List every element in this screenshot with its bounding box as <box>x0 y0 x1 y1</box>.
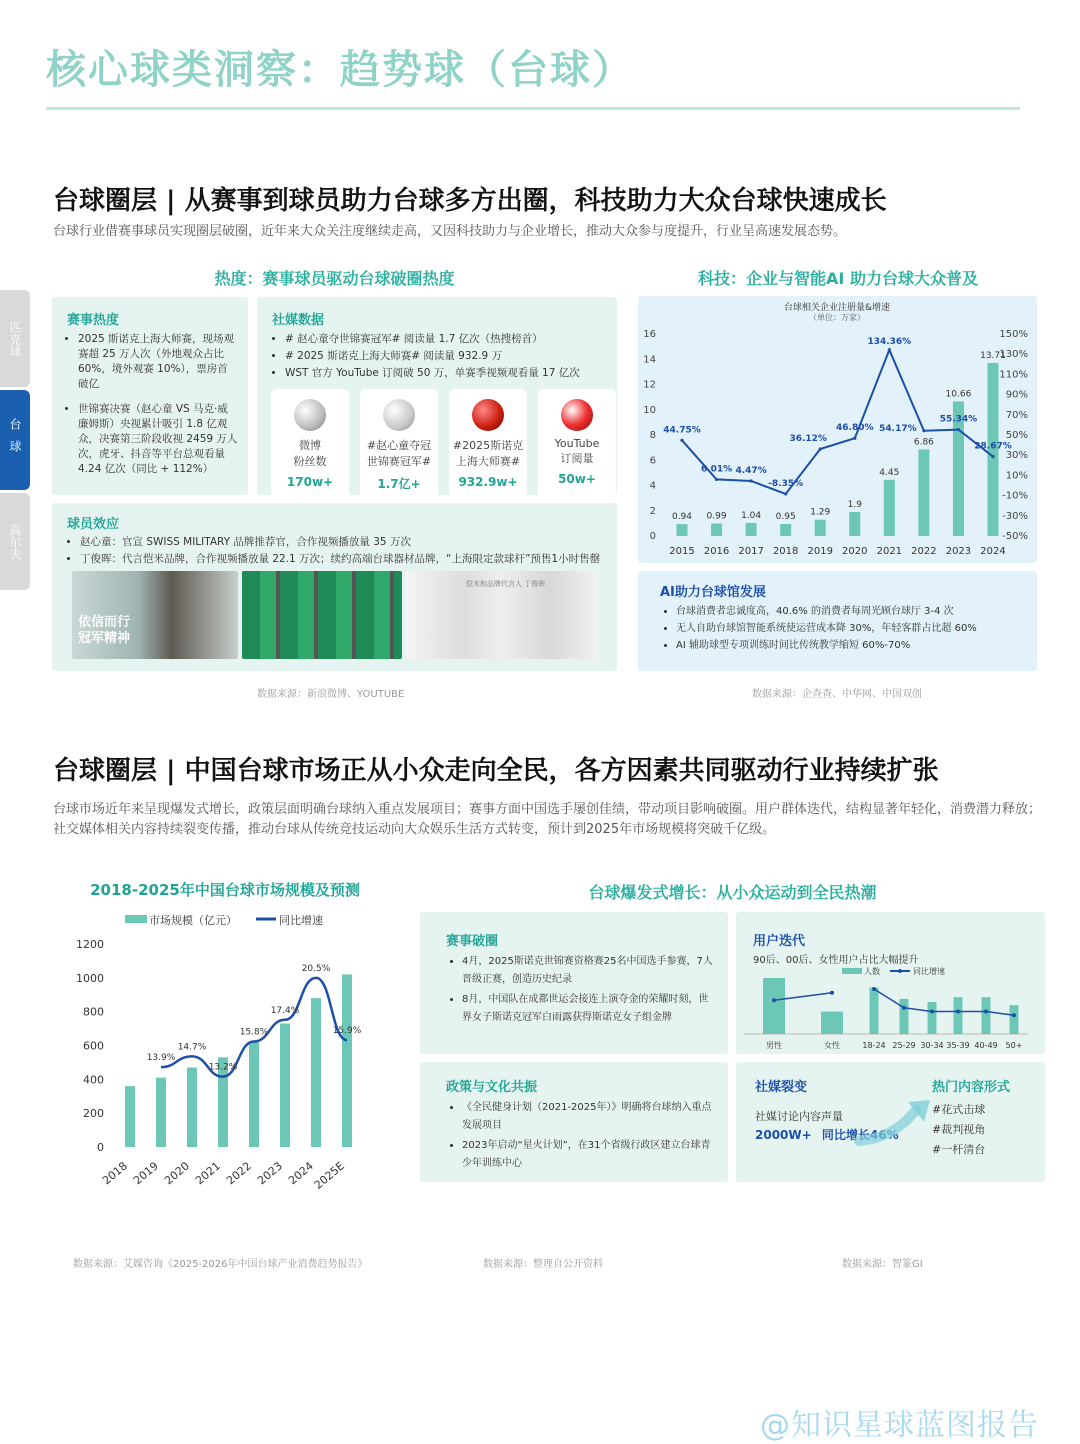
x-tick-label: 2015 <box>669 546 695 557</box>
billiard-ball-icon <box>294 399 326 431</box>
y2-tick-label: 90% <box>1005 389 1028 401</box>
social-fission-growth: 同比增长46% <box>821 1128 899 1142</box>
line-point <box>922 429 925 432</box>
bar-value-label: 1.29 <box>810 507 831 518</box>
y-tick-label: 10 <box>643 404 656 416</box>
line-point <box>750 479 753 482</box>
chart-title: 台球相关企业注册量&增速 <box>783 303 891 313</box>
y2-tick-label: -50% <box>1002 531 1028 542</box>
user-iteration-subtitle: 90后、00后、女性用户占比大幅提升 <box>753 955 919 966</box>
y-tick-label: 14 <box>643 354 656 366</box>
x-tick-label: 2024 <box>286 1159 316 1188</box>
legend-bar-swatch <box>125 915 147 923</box>
social-cards <box>271 389 617 499</box>
bar-value-label: 4.45 <box>879 467 900 478</box>
heat-section-title: 热度：赛事球员驱动台球破圈热度 <box>214 269 455 288</box>
bar <box>156 1078 166 1147</box>
chart-subtitle: （单位：万家） <box>809 313 865 322</box>
bar <box>815 520 826 536</box>
x-tick-label: 40-49 <box>974 1041 998 1050</box>
policy-panel <box>420 1062 728 1182</box>
x-tick-label: 18-24 <box>862 1041 886 1050</box>
x-tick-label: 2018 <box>772 546 799 557</box>
line-point <box>888 348 891 351</box>
source-note: 数据来源：智篆GI <box>842 1259 923 1270</box>
growth-section-title: 台球爆发式增长：从小众运动到全民热潮 <box>588 883 877 902</box>
market-chart-container <box>60 878 420 1198</box>
x-tick-label: 35-39 <box>946 1041 970 1050</box>
social-card-value: 1.7亿+ <box>377 477 421 491</box>
social-card-label: #2025斯诺克 上海大师赛# <box>452 439 524 468</box>
list-item: • 世锦赛决赛（赵心童 VS 马克·威廉姆斯）央视累计吸引 1.8 亿观众，决赛第三阶段收视 2459 万人次，虎牙、抖音等平台总观看量 4.24 亿次（同比 + 112%） <box>78 402 238 477</box>
x-tick-label: 男性 <box>766 1041 782 1050</box>
y2-tick-label: 150% <box>999 329 1028 340</box>
bar <box>870 988 879 1034</box>
line-value-label: 134.36% <box>867 336 912 347</box>
bar <box>187 1067 197 1147</box>
event-heat-title: 赛事热度 <box>67 313 120 328</box>
x-tick-label: 2023 <box>945 546 972 557</box>
side-tab-label: 高尔夫 <box>8 523 22 560</box>
ai-panel-list <box>664 604 1037 653</box>
social-card-value: 932.9w+ <box>458 475 518 489</box>
player-effect-list <box>68 535 617 567</box>
line-point <box>853 437 856 440</box>
line-point <box>984 1010 988 1014</box>
line-value-label: 44.75% <box>663 425 701 436</box>
bar <box>763 978 785 1034</box>
y-tick-label: 16 <box>643 329 656 340</box>
x-tick-label: 2022 <box>224 1159 254 1188</box>
list-item: • 2025 斯诺克上海大师赛，现场观赛超 25 万人次（外地观众占比 60%，境外观赛 10%），票房首破亿 <box>78 332 238 392</box>
list-item: • # 赵心童夺世锦赛冠军# 阅读量 1.7 亿次（热搜榜首） <box>285 332 617 347</box>
section2-heading: 台球圈层 | 中国台球市场正从小众走向全民，各方因素共同驱动行业持续扩张 <box>53 756 939 786</box>
x-tick-label: 30-34 <box>920 1041 944 1050</box>
player-effect-panel <box>52 503 617 671</box>
x-tick-label: 2020 <box>842 546 868 557</box>
list-item: #裁判视角 <box>932 1123 986 1136</box>
y2-tick-label: 70% <box>1005 409 1028 421</box>
y-tick-label: 1200 <box>76 938 104 951</box>
x-tick-label: 25-29 <box>892 1041 916 1050</box>
list-item: • 2023年启动“星火计划”，在31个省级行政区建立台球青少年训练中心 <box>462 1137 716 1173</box>
line-value-label: 46.80% <box>836 423 874 434</box>
line-value-label: 20.5% <box>301 963 331 974</box>
line-point <box>784 492 787 495</box>
legend-label: 人数 <box>864 967 880 976</box>
y-tick-label: 800 <box>83 1005 104 1019</box>
y-tick-label: 4 <box>649 480 656 492</box>
growth-arrow-icon <box>854 1096 934 1146</box>
bar <box>342 974 352 1147</box>
x-tick-label: 2024 <box>980 546 1006 557</box>
bar-value-label: 0.99 <box>706 511 727 522</box>
y-tick-label: 0 <box>97 1141 104 1154</box>
registration-chart-panel <box>638 296 1037 563</box>
bar <box>900 999 909 1034</box>
bar <box>311 998 321 1147</box>
list-item: • 台球消费者忠诚度高，40.6% 的消费者每周光顾台球厅 3-4 次 <box>676 604 1037 619</box>
y2-tick-label: 50% <box>1005 430 1028 441</box>
bar-value-label: 6.86 <box>913 437 934 448</box>
social-card <box>538 389 616 499</box>
line-value-label: 15.9% <box>332 1026 362 1037</box>
ai-panel <box>638 571 1037 671</box>
bar <box>884 480 895 536</box>
social-data-title: 社媒数据 <box>272 313 325 328</box>
bar <box>1010 1005 1019 1034</box>
line-value-label: 28.67% <box>974 441 1012 452</box>
bar-value-label: 0.94 <box>671 512 693 523</box>
bar <box>928 1002 937 1034</box>
bar <box>780 524 791 536</box>
line-value-label: 17.4% <box>270 1005 300 1016</box>
social-card-value: 170w+ <box>286 475 334 489</box>
section1-heading: 台球圈层 | 从赛事到球员助力台球多方出圈，科技助力大众台球快速成长 <box>53 186 887 216</box>
bar <box>280 1024 290 1147</box>
x-tick-label: 2025E <box>311 1159 347 1192</box>
list-item: • 《全民健身计划（2021-2025年）》明确将台球纳入重点发展项目 <box>462 1099 716 1135</box>
list-item: • AI 辅助球型专项训练时间比传统教学缩短 60%-70% <box>676 638 1037 653</box>
line-point <box>956 1010 960 1014</box>
line-value-label: 13.2% <box>208 1062 238 1073</box>
y2-tick-label: 30% <box>1005 450 1028 462</box>
player-photo <box>72 571 238 659</box>
bar <box>849 512 860 536</box>
social-card <box>449 389 527 499</box>
list-item: #一杆清台 <box>932 1143 986 1156</box>
billiard-ball-icon <box>383 399 415 431</box>
bar-value-label: 13.71 <box>980 350 1006 361</box>
list-item: • 赵心童：官宣 SWISS MILITARY 品牌推荐官，合作视频播放量 35 万次 <box>80 535 617 550</box>
photo-caption: 恺米和品牌代言人 丁俊晖 <box>466 580 546 588</box>
social-fission-label: 社媒讨论内容声量 <box>755 1110 843 1123</box>
list-item: • 4月，2025斯诺克世锦赛资格赛25名中国选手参赛，7人晋级正赛，创造历史纪录 <box>462 953 716 989</box>
user-iteration-panel <box>736 912 1045 1054</box>
list-item: • # 2025 斯诺克上海大师赛# 阅读量 932.9 万 <box>285 349 617 364</box>
y-tick-label: 600 <box>83 1039 104 1053</box>
line-point <box>1012 1013 1016 1017</box>
bar <box>918 449 929 536</box>
section1-desc: 台球行业借赛事球员实现圈层破圈，近年来大众关注度继续走高，又因科技助力与企业增长，推动大众参与度提升，行业呈高速发展态势。 <box>53 224 847 239</box>
player-photos <box>72 571 617 659</box>
legend-label: 同比增速 <box>913 967 945 976</box>
legend-label: 市场规模（亿元） <box>149 914 237 927</box>
line-value-label: 6.01% <box>700 464 733 475</box>
list-item: • 丁俊晖：代言恺米品牌，合作视频播放量 22.1 万次；续约高端台球器材品牌，“上海限定款球杆”预售1小时售罄 <box>80 552 617 567</box>
y2-tick-label: 10% <box>1005 470 1028 482</box>
side-tab-label: 匹克球 <box>8 320 22 357</box>
source-note: 数据来源：艾媒咨询《2025-2026年中国台球产业消费趋势报告》 <box>73 1259 368 1270</box>
product-photo <box>242 571 402 659</box>
y-tick-label: 12 <box>643 379 656 391</box>
user-iteration-chart <box>736 962 1045 1052</box>
market-size-chart <box>60 878 420 1198</box>
y-tick-label: 200 <box>83 1107 104 1121</box>
line-point <box>902 1006 906 1010</box>
source-note: 数据来源：整理自公开资料 <box>483 1259 603 1270</box>
section2-desc: 台球市场近年来呈现爆发式增长，政策层面明确台球纳入重点发展项目；赛事方面中国选手屡创佳绩，带动项目影响破圈。用户群体迭代，结构显著年轻化，消费潜力释放；社交媒体相关内容持续裂变传播，推动台球从传统竞技运动向大众娱乐生活方式转变，预计到2025年市场规模将突破千亿级。 <box>53 802 1042 837</box>
bar <box>821 1012 843 1034</box>
social-card-label: YouTube 订阅量 <box>554 437 600 465</box>
tech-section-title: 科技：企业与智能AI 助力台球大众普及 <box>698 269 978 288</box>
social-fission-title: 社媒裂变 <box>755 1080 808 1095</box>
bar <box>711 524 722 536</box>
y-tick-label: 1000 <box>76 971 104 985</box>
x-tick-label: 女性 <box>824 1041 840 1050</box>
line-point <box>715 478 718 481</box>
bar <box>746 523 757 536</box>
line-value-label: -8.35% <box>768 478 804 489</box>
event-break-panel <box>420 912 728 1054</box>
x-tick-label: 2020 <box>162 1159 192 1188</box>
hot-content-list <box>932 1100 985 1160</box>
watermark: @知识星球蓝图报告 <box>760 1408 1039 1443</box>
bar-value-label: 1.9 <box>847 500 862 511</box>
x-tick-label: 50+ <box>1005 1041 1023 1050</box>
billiard-ball-icon <box>472 399 504 431</box>
y-tick-label: 0 <box>649 531 656 542</box>
list-item: • 无人自助台球馆智能系统使运营成本降 30%，年轻客群占比超 60% <box>676 621 1037 636</box>
social-fission-panel <box>736 1062 1045 1182</box>
legend-label: 同比增速 <box>279 914 323 927</box>
line-point <box>830 991 834 995</box>
social-card <box>360 389 438 499</box>
legend-line-point <box>898 969 902 973</box>
y-tick-label: 8 <box>649 430 656 441</box>
side-tab-label: 台球 <box>8 418 22 462</box>
line-value-label: 14.7% <box>177 1042 207 1053</box>
line-value-label: 4.47% <box>735 465 767 476</box>
line-point <box>957 428 960 431</box>
y2-tick-label: 130% <box>999 349 1028 361</box>
social-data-panel <box>257 297 617 495</box>
social-card-label: #赵心童夺冠 世锦赛冠军# <box>366 439 432 468</box>
social-card-label: 微博 粉丝数 <box>293 439 327 468</box>
social-card <box>271 389 349 499</box>
x-tick-label: 2018 <box>100 1159 130 1188</box>
line-point <box>819 447 822 450</box>
y-tick-label: 400 <box>83 1073 104 1087</box>
x-tick-label: 2017 <box>738 546 764 557</box>
side-tab-billiards[interactable] <box>0 390 30 490</box>
photo-caption: 依信而行 冠军精神 <box>78 615 131 646</box>
line-value-label: 13.9% <box>146 1053 176 1064</box>
side-tab-pickleball[interactable] <box>0 290 30 387</box>
list-item: • 8月，中国队在成都世运会接连上演夺金的荣耀时刻，世界女子斯诺克冠军白雨露获得斯诺克女子组金牌 <box>462 991 716 1027</box>
chart-title: 2018-2025年中国台球市场规模及预测 <box>90 881 360 899</box>
policy-list <box>450 1099 716 1173</box>
social-data-list <box>273 332 617 381</box>
x-tick-label: 2019 <box>131 1159 161 1188</box>
line-point <box>930 1010 934 1014</box>
title-divider <box>46 107 1020 110</box>
billiard-ball-icon <box>561 399 593 431</box>
x-tick-label: 2021 <box>193 1159 223 1188</box>
page-title: 核心球类洞察：趋势球（台球） <box>46 47 634 93</box>
line-point <box>680 439 683 442</box>
ai-panel-title: AI助力台球馆发展 <box>660 585 766 600</box>
policy-title: 政策与文化共振 <box>446 1080 538 1095</box>
bar <box>982 997 991 1034</box>
y2-tick-label: -30% <box>1002 510 1028 522</box>
x-tick-label: 2021 <box>876 546 903 557</box>
bar-value-label: 10.66 <box>945 389 972 400</box>
x-tick-label: 2023 <box>255 1159 285 1188</box>
bar-value-label: 0.95 <box>775 512 796 523</box>
growth-line <box>874 989 1014 1015</box>
y-tick-label: 2 <box>649 505 656 517</box>
source-note: 数据来源：新浪微博、YOUTUBE <box>257 689 405 700</box>
line-value-label: 55.34% <box>939 414 978 425</box>
list-item: • WST 官方 YouTube 订阅破 50 万，单赛季视频观看量 17 亿次 <box>285 366 617 381</box>
line-value-label: 15.8% <box>239 1027 269 1038</box>
line-value-label: 54.17% <box>879 423 917 434</box>
registration-chart <box>638 296 1037 563</box>
bar-value-label: 1.04 <box>741 510 762 521</box>
side-tab-golf[interactable] <box>0 493 30 590</box>
y2-tick-label: 110% <box>999 369 1028 381</box>
list-item: #花式击球 <box>932 1103 986 1116</box>
event-heat-list <box>66 332 238 477</box>
player-photo <box>406 571 598 659</box>
user-iteration-title: 用户迭代 <box>753 934 806 949</box>
x-tick-label: 2016 <box>703 546 730 557</box>
event-break-title: 赛事破圈 <box>446 934 499 949</box>
bar <box>125 1086 135 1147</box>
line-value-label: 36.12% <box>789 434 827 445</box>
social-fission-volume: 2000W+ <box>755 1128 812 1142</box>
line-point <box>772 998 776 1002</box>
x-tick-label: 2022 <box>911 546 937 557</box>
hot-content-title: 热门内容形式 <box>932 1080 1011 1095</box>
source-note: 数据来源：企查查、中华网、中国双创 <box>752 689 922 700</box>
y-tick-label: 6 <box>649 455 656 467</box>
bar <box>677 524 688 536</box>
line-point <box>872 987 876 991</box>
event-heat-panel <box>52 297 248 495</box>
line-point <box>991 455 994 458</box>
y2-tick-label: -10% <box>1002 490 1028 502</box>
legend-bar-swatch <box>842 968 862 974</box>
event-break-list <box>450 953 716 1027</box>
bar <box>954 997 963 1034</box>
x-tick-label: 2019 <box>807 546 833 557</box>
player-effect-title: 球员效应 <box>67 517 120 532</box>
social-card-value: 50w+ <box>558 472 596 486</box>
bar <box>249 1042 259 1147</box>
